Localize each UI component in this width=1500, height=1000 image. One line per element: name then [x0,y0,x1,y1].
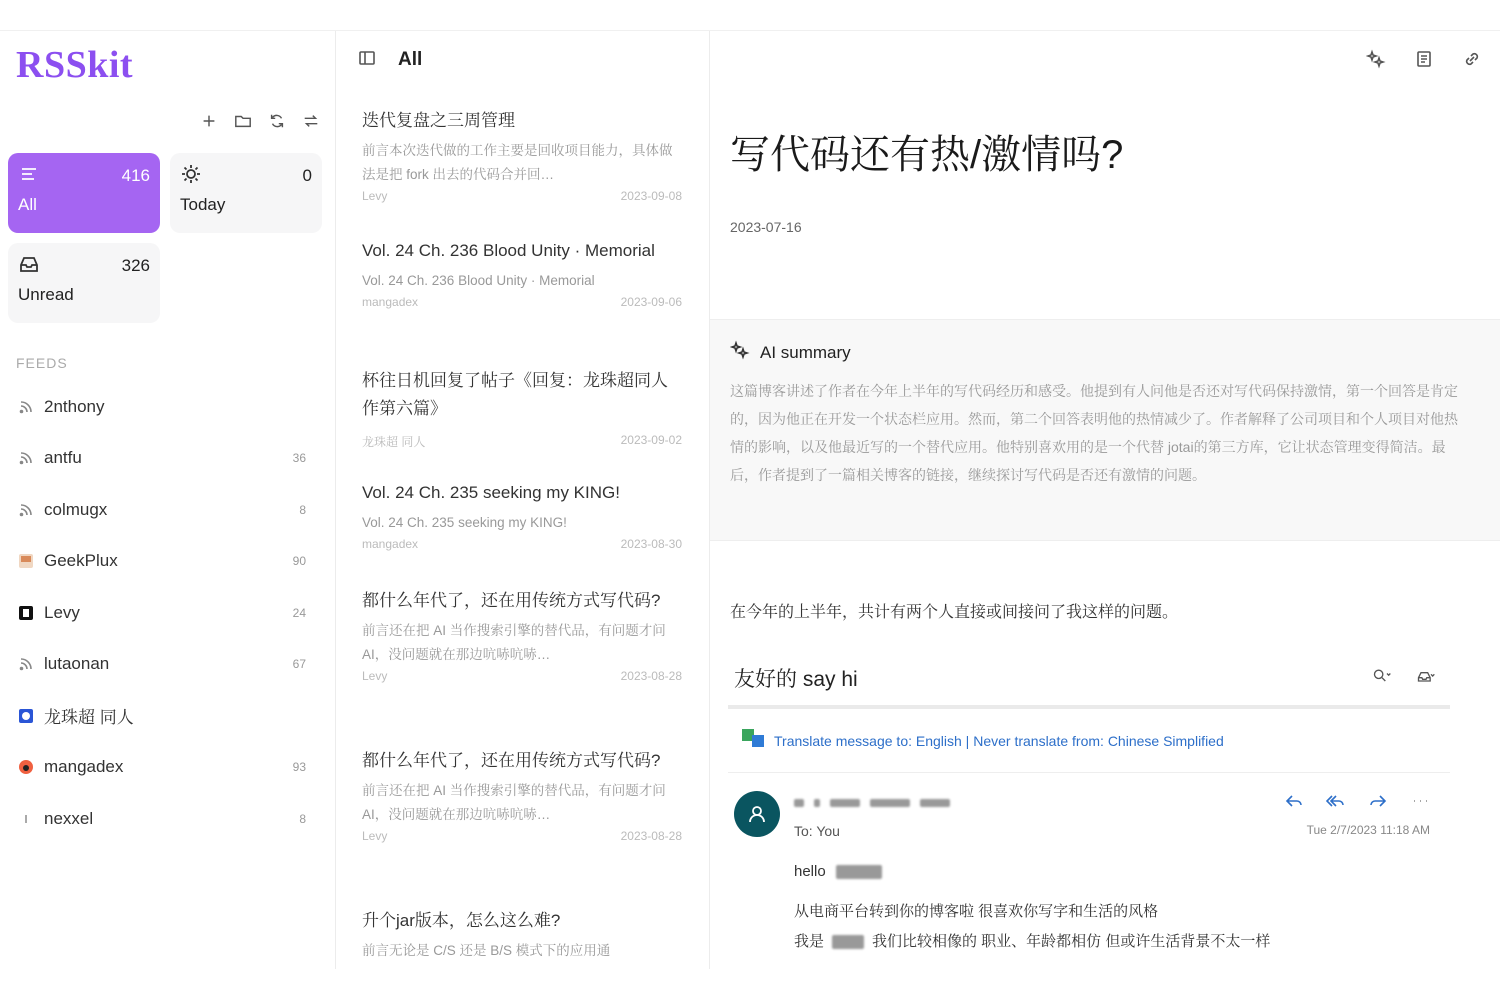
ai-summary-label: AI summary [760,342,851,362]
list-header [336,31,710,89]
feed-count: 36 [292,451,306,466]
dragonball-favicon-icon [16,706,36,726]
redacted-name [836,865,882,879]
sidebar [0,31,336,969]
article-title: 都什么年代了，还在用传统方式写代码? [362,751,661,770]
unread-label: Unread [18,285,74,304]
feed-item[interactable] [0,587,336,639]
article-author: Levy [362,189,388,203]
feed-item[interactable] [0,742,336,794]
article-excerpt: 前言无论是 C/S 还是 B/S 模式下的应用通 [362,943,611,958]
translate-message-bar: Translate message to: English | Never translate from: Chinese Simplified [774,732,1224,749]
today-label: Today [180,195,226,214]
feeds-section-title: FEEDS [16,355,68,371]
sync-icon[interactable] [301,111,321,131]
feed-item[interactable] [0,433,336,485]
sun-icon [180,163,202,190]
feed-name: mangadex [44,757,124,777]
today-count: 0 [302,166,312,185]
email-subject: 友好的 say hi [734,668,858,691]
article-excerpt: Vol. 24 Ch. 236 Blood Unity · Memorial [362,273,595,288]
filter-card-all[interactable] [8,153,160,233]
rss-icon [16,654,36,674]
feed-item[interactable] [0,639,336,691]
rss-icon [16,397,36,417]
feed-item[interactable] [0,690,336,742]
feed-item[interactable] [0,381,336,433]
article-item[interactable] [336,473,710,581]
all-label: All [18,195,37,214]
article-excerpt: 前言本次迭代做的工作主要是回收项目能力，具体做法是把 fork 出去的代码合并回… [362,143,673,182]
reader-toolbar [1366,49,1482,74]
feed-list [0,381,336,845]
levy-favicon-icon [16,603,36,623]
article-excerpt: 前言还在把 AI 当作搜索引擎的替代品，有问题才问 AI，没问题就在那边吭哧吭哧… [362,623,666,662]
feed-item[interactable] [0,793,336,845]
article-date: 2023-09-06 [620,295,682,309]
feed-name: 2nthony [44,396,105,416]
article-date: 2023-08-28 [620,669,682,683]
app-window [0,30,1500,968]
email-timestamp: Tue 2/7/2023 11:18 AM [1306,823,1430,837]
article-author: mangadex [362,295,419,309]
article-title: Vol. 24 Ch. 236 Blood Unity · Memorial [362,241,655,260]
feed-name: nexxel [44,808,94,828]
article-date: 2023-08-28 [620,829,682,843]
article-item[interactable] [336,581,710,741]
sender-name-redacted [794,799,950,807]
article-item[interactable] [336,901,710,969]
link-icon[interactable] [1462,49,1482,74]
feed-item[interactable] [0,484,336,536]
feed-count: 8 [299,811,306,826]
email-line-2-prefix: 我是 [794,933,825,950]
article-item[interactable] [336,101,710,231]
filter-card-unread[interactable] [8,243,160,323]
article-excerpt: Vol. 24 Ch. 235 seeking my KING! [362,515,567,530]
zoom-icon [1372,666,1392,691]
article-list [336,101,710,969]
rss-icon [16,448,36,468]
refresh-icon[interactable] [267,111,287,131]
feed-name: lutaonan [44,654,110,674]
article-author: Levy [362,829,388,843]
reply-icon [1284,791,1304,816]
ai-sparkle-icon[interactable] [1366,49,1386,74]
email-line-2-suffix: 我们比较相像的 职业、年龄都相仿 但或许生活背景不太一样 [872,933,1271,950]
article-title: 都什么年代了，还在用传统方式写代码? [362,591,661,610]
filter-card-today[interactable] [170,153,322,233]
article-list-pane [336,31,710,969]
mail-options-icon [1416,666,1436,691]
add-feed-icon[interactable] [199,111,219,131]
article-date: 2023-08-30 [620,537,682,551]
reply-all-icon [1326,791,1346,816]
list-title: All [398,49,423,70]
article-date: 2023-09-08 [620,189,682,203]
article-excerpt: 前言还在把 AI 当作搜索引擎的替代品，有问题才问 AI，没问题就在那边吭哧吭哧… [362,783,666,822]
sidebar-toolbar [199,111,321,131]
folder-icon[interactable] [233,111,253,131]
email-line-1: 从电商平台转到你的博客啦 很喜欢你写字和生活的风格 [794,903,1159,920]
article-title: Vol. 24 Ch. 235 seeking my KING! [362,483,620,502]
feed-name: 龙珠超 同人 [44,708,134,728]
ai-summary-box [710,319,1500,541]
more-icon [1410,791,1430,816]
inbox-icon [18,253,40,280]
forward-icon [1368,791,1388,816]
geekplux-favicon-icon [16,551,36,571]
feed-count: 93 [292,760,306,775]
feed-count: 24 [292,605,306,620]
list-icon [18,163,40,190]
nexxel-favicon-icon [16,809,36,829]
feed-count: 67 [292,657,306,672]
all-count: 416 [121,166,150,185]
ai-sparkle-icon [730,340,760,365]
email-greeting: hello [794,863,826,880]
article-title: 升个jar版本，怎么这么难? [362,911,561,930]
article-date: 2023-09-02 [620,433,682,447]
feed-count: 8 [299,502,306,517]
article-author: Levy [362,669,388,683]
feed-name: Levy [44,602,80,622]
redacted-name [832,935,864,949]
feed-count: 90 [292,554,306,569]
feed-name: antfu [44,448,82,468]
article-item[interactable] [336,741,710,901]
feed-name: GeekPlux [44,551,118,571]
article-heading: 写代码还有热/激情吗? [730,133,1124,177]
article-publish-date: 2023-07-16 [730,219,802,235]
sender-avatar [734,791,780,837]
app-logo: RSSkit [16,44,134,86]
rss-icon [16,500,36,520]
ai-summary-text: 这篇博客讲述了作者在今年上半年的写代码经历和感受。他提到有人问他是否还对写代码保持激情，第一个回答是肯定的，因为他正在开发一个状态栏应用。然而，第二个回答表明他的热情减少了。作者解释了公司项目和个人项目对他热情的影响，以及他最近写的一个替代应用。他特别喜欢用的是一个代替 jotai的第三方库，它让状态管理变得简洁。最后，作者提到了一篇相关博客的链接，继续探讨写代码是否还有激情的问题。 [730,383,1458,483]
article-title: 迭代复盘之三周管理 [362,111,515,130]
translate-icon [740,725,774,756]
sidebar-toggle-icon[interactable] [358,49,376,72]
article-author: 龙珠超 同人 [362,435,426,449]
article-body-intro: 在今年的上半年，共计有两个人直接或间接问了我这样的问题。 [730,604,1179,621]
article-item[interactable] [336,231,710,361]
embedded-email-screenshot [728,651,1450,969]
email-recipient: To: You [794,823,840,839]
feed-name: colmugx [44,499,108,519]
mangadex-favicon-icon [16,757,36,777]
feed-item[interactable] [0,536,336,588]
article-author: mangadex [362,537,419,551]
reader-view-icon[interactable] [1414,49,1434,74]
article-item[interactable] [336,361,710,473]
article-title: 杯往日机回复了帖子《回复：龙珠超同人作第六篇》 [362,371,668,418]
article-reader [710,31,1500,969]
unread-count: 326 [121,256,150,275]
